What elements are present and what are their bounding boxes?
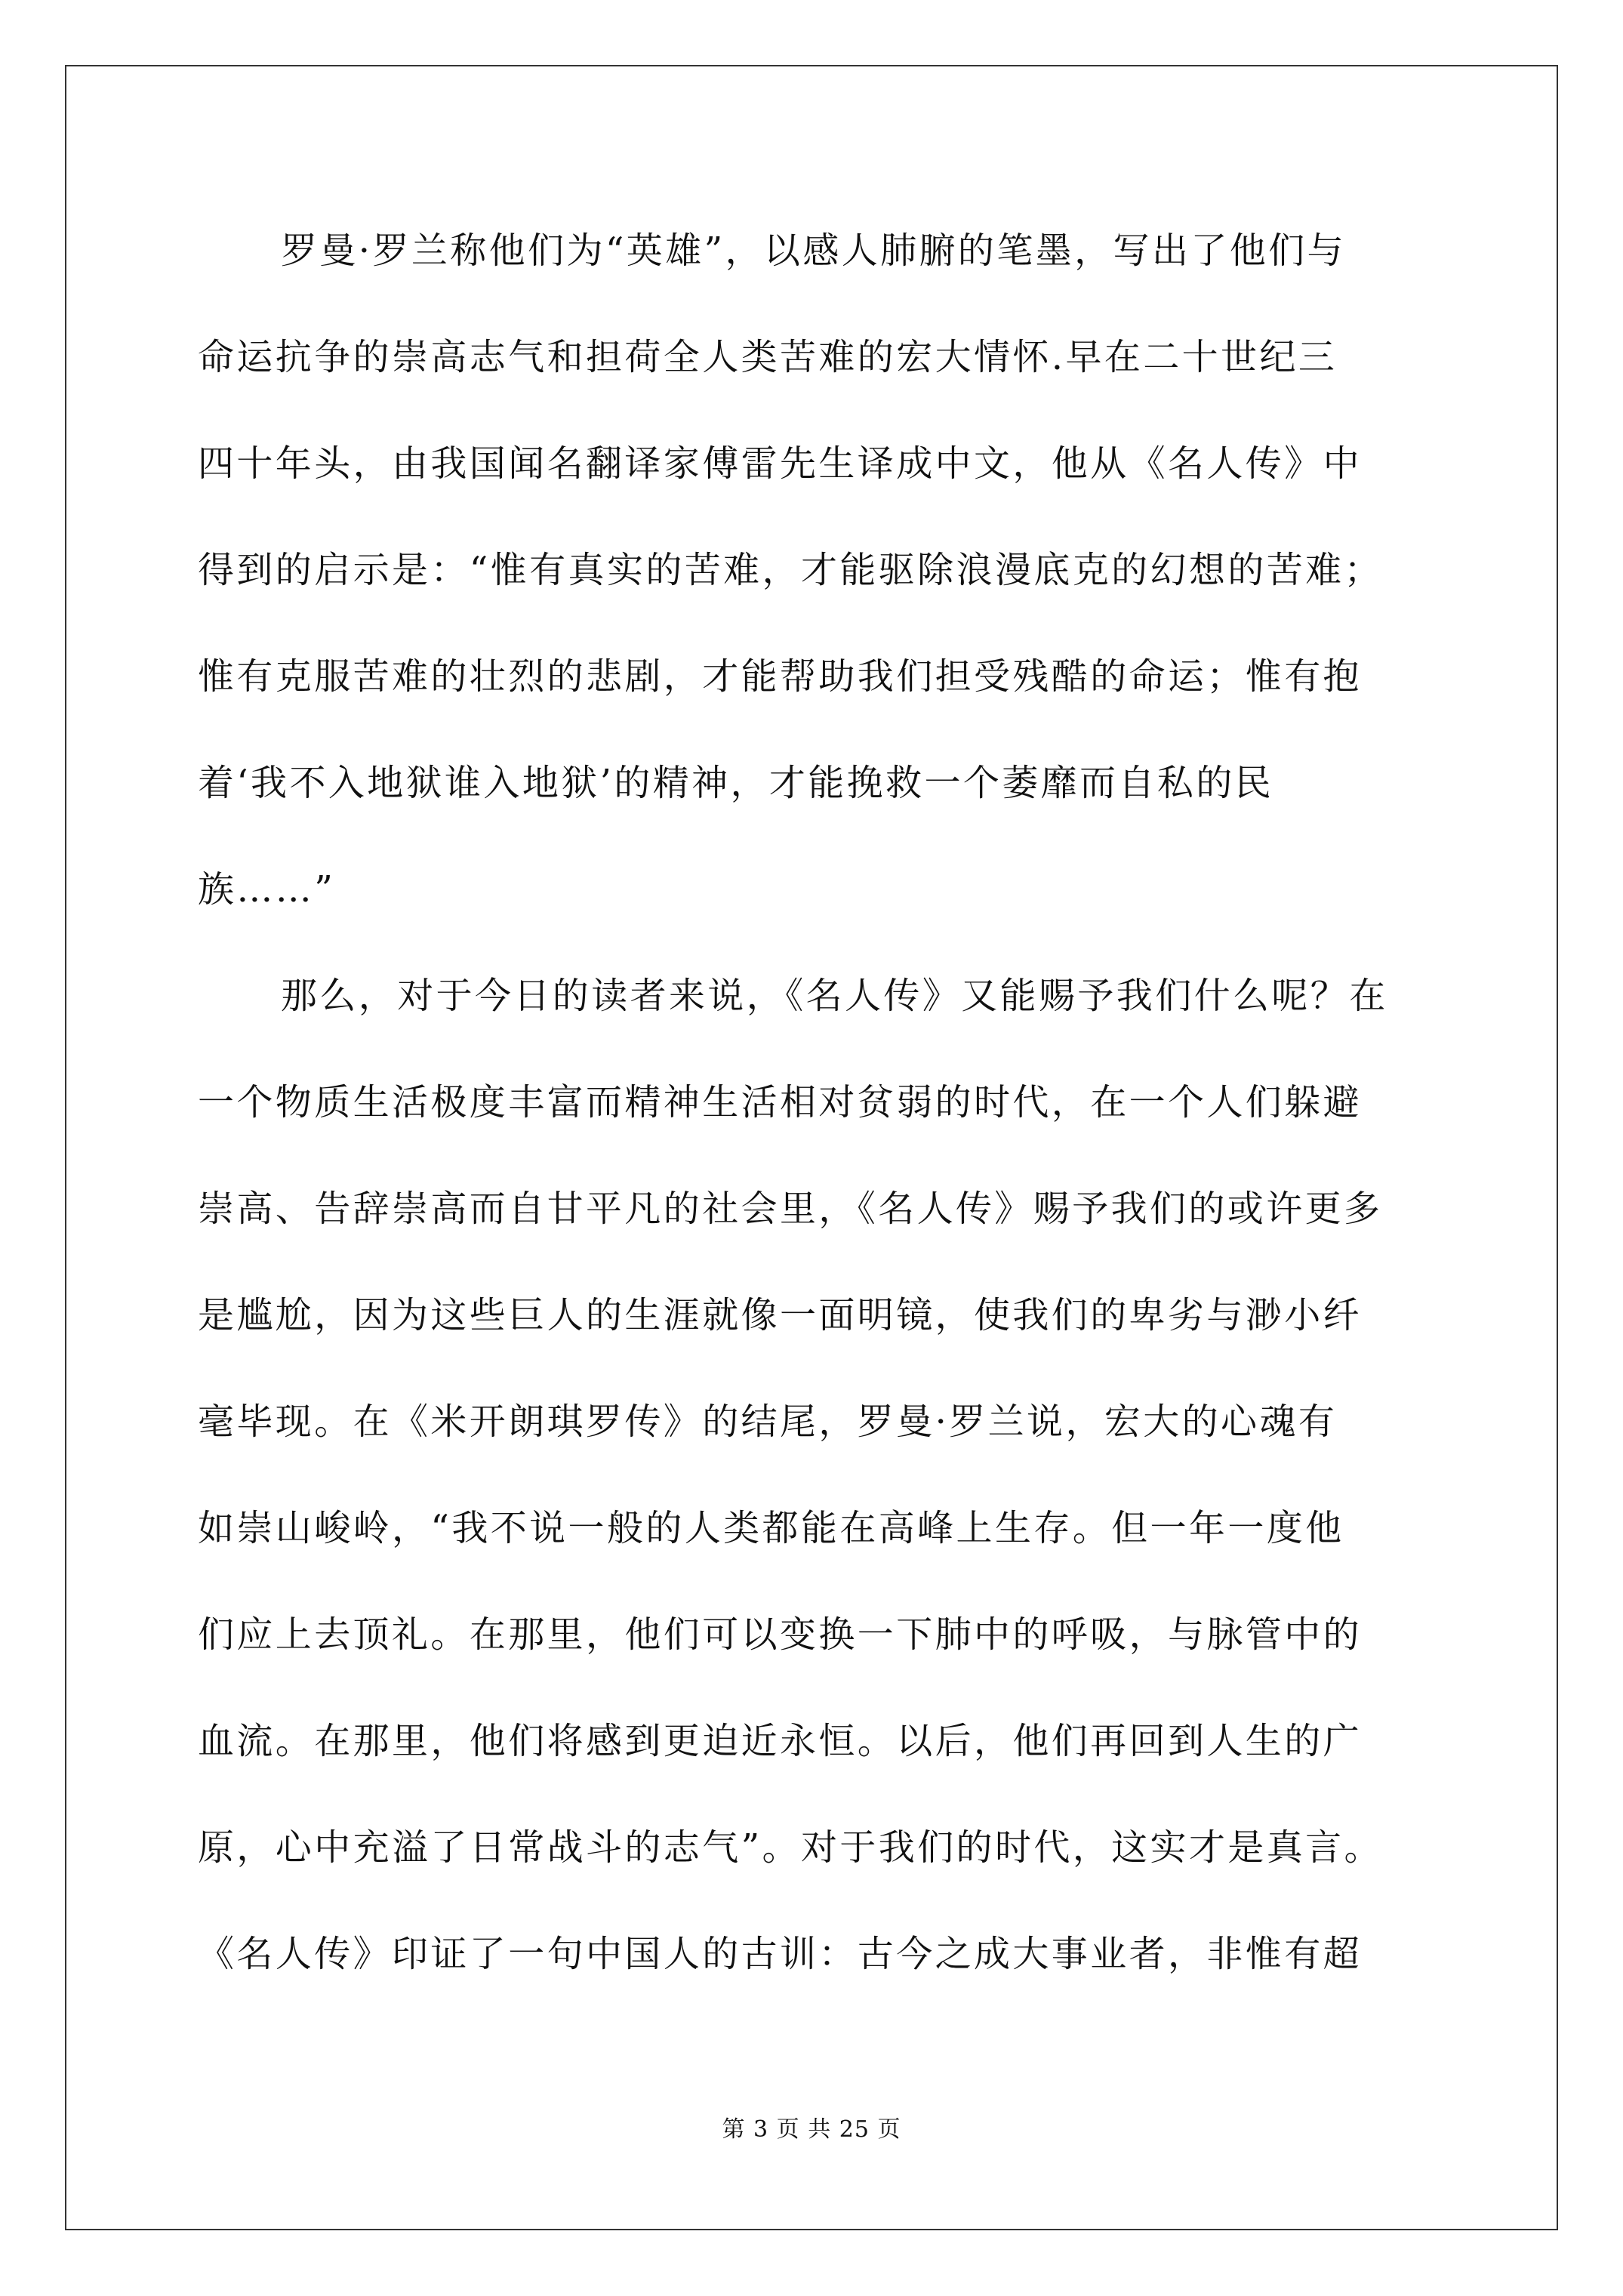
paragraph-1-line-6: 着‘我不入地狱谁入地狱’的精神，才能挽救一个萎靡而自私的民: [198, 762, 1274, 804]
paragraph-1-line-3: 四十年头，由我国闻名翻译家傅雷先生译成中文，他从《名人传》中: [198, 442, 1363, 485]
paragraph-1-line-7: 族……”: [198, 868, 336, 911]
paragraph-2-line-10: 《名人传》印证了一句中国人的古训：古今之成大事业者，非惟有超: [198, 1933, 1363, 1975]
paragraph-2-line-1: 那么，对于今日的读者来说，《名人传》又能赐予我们什么呢？在: [281, 975, 1388, 1017]
paragraph-2-line-8: 血流。在那里，他们将感到更迫近永恒。以后，他们再回到人生的广: [198, 1720, 1363, 1762]
paragraph-2-line-9: 原，心中充溢了日常战斗的志气”。对于我们的时代，这实才是真言。: [198, 1826, 1383, 1869]
paragraph-1-line-4: 得到的启示是：“惟有真实的苦难，才能驱除浪漫底克的幻想的苦难；: [198, 549, 1383, 591]
paragraph-1-line-1: 罗曼·罗兰称他们为“英雄”，以感人肺腑的笔墨，写出了他们与: [281, 230, 1346, 272]
paragraph-2-line-5: 毫毕现。在《米开朗琪罗传》的结尾，罗曼·罗兰说，宏大的心魂有: [198, 1401, 1338, 1443]
paragraph-1-line-5: 惟有克服苦难的壮烈的悲剧，才能帮助我们担受残酷的命运；惟有抱: [198, 655, 1363, 698]
paragraph-2-line-3: 崇高、告辞崇高而自甘平凡的社会里，《名人传》赐予我们的或许更多: [198, 1188, 1383, 1230]
page-border: [65, 65, 1558, 2230]
page-number-footer: 第 3 页 共 25 页: [722, 2116, 901, 2143]
paragraph-1-line-2: 命运抗争的崇高志气和担荷全人类苦难的宏大情怀.早在二十世纪三: [198, 336, 1338, 378]
paragraph-2-line-2: 一个物质生活极度丰富而精神生活相对贫弱的时代，在一个人们躲避: [198, 1081, 1363, 1123]
paragraph-2-line-6: 如崇山峻岭，“我不说一般的人类都能在高峰上生存。但一年一度他: [198, 1507, 1344, 1549]
paragraph-2-line-4: 是尴尬，因为这些巨人的生涯就像一面明镜，使我们的卑劣与渺小纤: [198, 1294, 1363, 1336]
paragraph-2-line-7: 们应上去顶礼。在那里，他们可以变换一下肺中的呼吸，与脉管中的: [198, 1613, 1363, 1656]
